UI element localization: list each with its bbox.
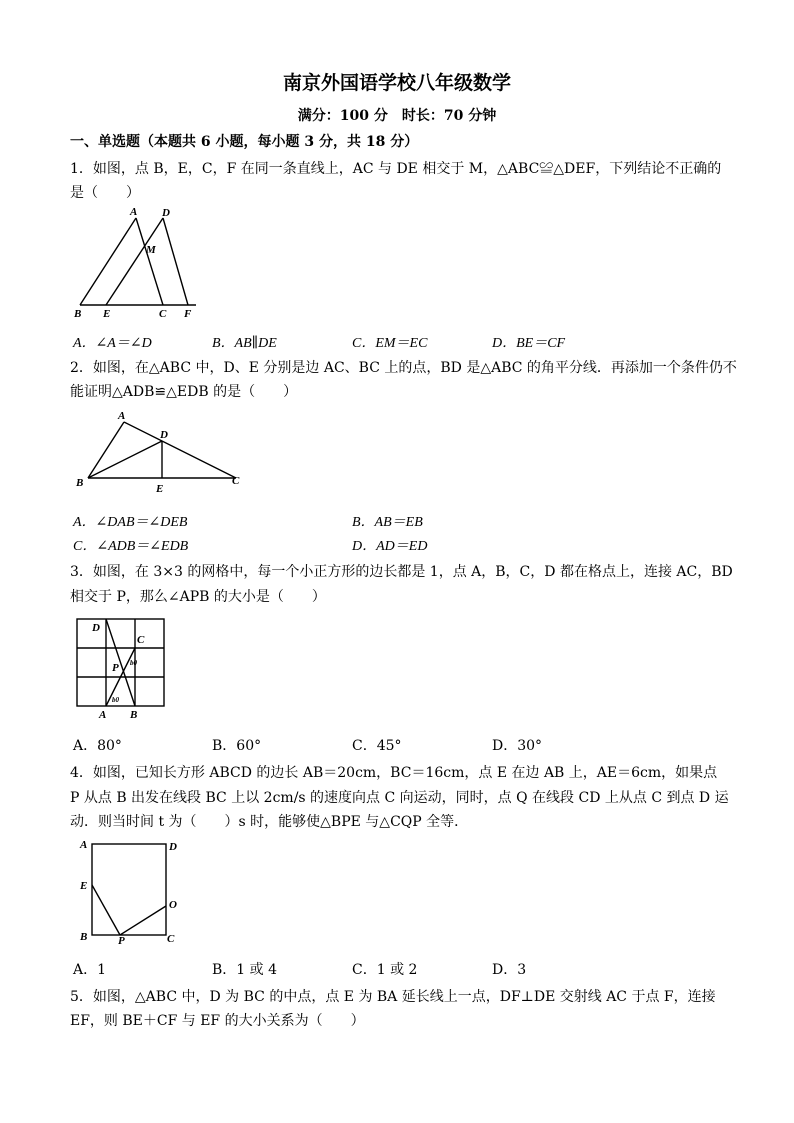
- q3-option-a[interactable]: A．80°: [73, 738, 122, 754]
- q1-seg-ac: [136, 218, 163, 305]
- q3-label-a: A: [99, 709, 107, 721]
- page-title: 南京外国语学校八年级数学: [282, 72, 511, 94]
- q1-option-b[interactable]: B．AB∥DE: [212, 336, 277, 351]
- q4-label-d: D: [169, 841, 177, 853]
- q3-text-line1: 3．如图，在 3×3 的网格中，每一个小正方形的边长都是 1，点 A，B，C，D 都在格点上，连接 AC，BD: [70, 564, 733, 580]
- q4-option-b[interactable]: B．1 或 4: [212, 962, 278, 978]
- q1-text-line2: 是（ ）: [70, 185, 140, 201]
- q3-text-line2: 相交于 P，那么∠APB 的大小是（ ）: [70, 589, 326, 605]
- q4-option-d[interactable]: D．3: [492, 962, 527, 978]
- exam-info: 满分：100 分 时长：70 分钟: [297, 108, 497, 124]
- q4-text-line1: 4．如图，已知长方形 ABCD 的边长 AB＝20cm，BC＝16cm，点 E 在边 AB 上，AE＝6cm，如果点: [70, 765, 718, 781]
- q5-text-line2: EF，则 BE＋CF 与 EF 的大小关系为（ ）: [70, 1013, 365, 1029]
- q1-seg-ed: [106, 218, 163, 305]
- q4-label-c: C: [167, 933, 175, 945]
- q4-seg-ep: [92, 885, 120, 935]
- q1-label-b: B: [74, 308, 82, 320]
- q2-figure: [70, 406, 250, 496]
- q4-rectangle-abcd: [92, 844, 166, 935]
- q4-label-e: E: [80, 880, 88, 892]
- q1-label-d: D: [162, 207, 170, 219]
- q3-label-c: C: [137, 634, 145, 646]
- q2-option-a[interactable]: A．∠DAB＝∠DEB: [73, 515, 188, 530]
- q4-label-b: B: [80, 931, 88, 943]
- q4-text-line2: P 从点 B 出发在线段 BC 上以 2cm/s 的速度向点 C 向运动，同时，点 Q 在线段 CD 上从点 C 到点 D 运: [70, 790, 729, 806]
- q4-label-o: O: [169, 899, 177, 911]
- q3-angle-mark-2: b0: [112, 696, 119, 704]
- q3-option-c[interactable]: C．45°: [352, 738, 402, 754]
- q2-label-e: E: [156, 483, 164, 495]
- q1-label-e: E: [103, 308, 111, 320]
- q4-option-c[interactable]: C．1 或 2: [352, 962, 418, 978]
- q2-label-a: A: [118, 410, 126, 422]
- q2-label-b: B: [76, 477, 84, 489]
- q4-option-a[interactable]: A．1: [73, 962, 107, 978]
- q3-figure: [70, 613, 170, 723]
- q2-option-d[interactable]: D．AD＝ED: [352, 539, 428, 554]
- q2-seg-ac: [124, 422, 236, 478]
- q2-text-line2: 能证明△ADB≌△EDB 的是（ ）: [70, 384, 298, 400]
- q2-label-d: D: [160, 429, 168, 441]
- q2-text-line1: 2．如图，在△ABC 中，D、E 分别是边 AC、BC 上的点，BD 是△ABC 的角平分线．再添加一个条件仍不: [70, 360, 737, 376]
- q1-option-a[interactable]: A．∠A＝∠D: [73, 336, 152, 351]
- q1-figure: [70, 204, 210, 320]
- q1-seg-df: [163, 218, 188, 305]
- q4-label-a: A: [80, 839, 88, 851]
- q1-label-c: C: [159, 308, 167, 320]
- q2-option-b[interactable]: B．AB＝EB: [352, 515, 423, 530]
- q1-text-line1: 1．如图，点 B，E，C，F 在同一条直线上，AC 与 DE 相交于 M，△ABC≌△DEF，下列结论不正确的: [70, 161, 722, 177]
- q2-option-c[interactable]: C．∠ADB＝∠EDB: [73, 539, 189, 554]
- q2-label-c: C: [232, 475, 240, 487]
- q3-angle-mark-1: b0: [130, 659, 137, 667]
- q3-option-d[interactable]: D．30°: [492, 738, 543, 754]
- q3-option-b[interactable]: B．60°: [212, 738, 262, 754]
- q3-label-b: B: [130, 709, 138, 721]
- q1-option-d[interactable]: D．BE＝CF: [492, 336, 566, 351]
- q5-text-line1: 5．如图，△ABC 中，D 为 BC 的中点，点 E 为 BA 延长线上一点，DF⊥DE 交射线 AC 于点 F，连接: [70, 989, 716, 1005]
- q1-option-c[interactable]: C．EM＝EC: [352, 336, 428, 351]
- q1-label-f: F: [184, 308, 192, 320]
- q4-label-p: P: [118, 935, 125, 946]
- q4-text-line3: 动．则当时间 t 为（ ）s 时，能够使△BPE 与△CQP 全等．: [70, 814, 469, 830]
- q1-seg-ab: [80, 218, 136, 305]
- q1-label-a: A: [130, 206, 138, 218]
- q1-label-m: M: [146, 244, 156, 256]
- q3-label-d: D: [92, 622, 100, 634]
- q4-seg-pq: [120, 906, 166, 935]
- q4-figure: [70, 834, 190, 946]
- section-heading: 一、单选题（本题共 6 小题，每小题 3 分，共 18 分）: [70, 134, 419, 150]
- q3-label-p: P: [112, 662, 119, 674]
